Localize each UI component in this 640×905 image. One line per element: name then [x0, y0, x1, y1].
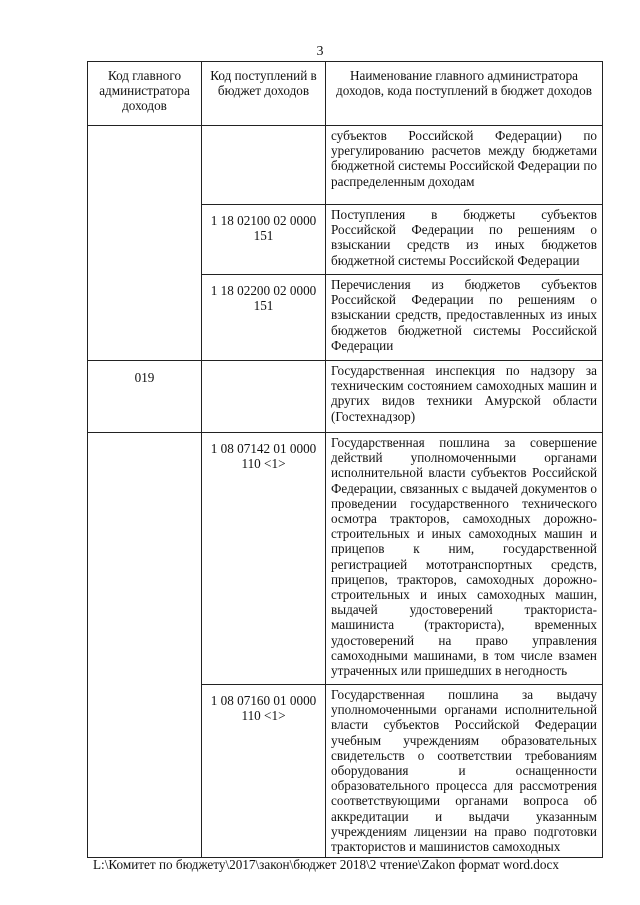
footer-file-path: L:\Комитет по бюджету\2017\закон\бюджет 2018\2 чтение\Zakon формат word.docx	[93, 857, 559, 872]
name-cell: Перечисления из бюджетов субъектов Российской Федерации по решениям о взыскании средств, предоставленных из иных бюджетов бюджетной системы Российской Федерации	[326, 275, 603, 361]
name-cell: Государственная пошлина за выдачу уполномоченными органами исполнительной власти субъектов Российской Федерации учебным учреждениям образовательных свидетельств о соответствии требованиям оборудования и оснащенности образовательного процесса для рассмотрения соответствующими органами вопроса об аккредитации и выдачи указанным учреждениям лицензии на право подготовки трактористов и машинистов самоходных	[326, 685, 603, 858]
revenue-code-cell: 1 08 07142 01 0000 110 <1>	[202, 433, 326, 685]
header-name: Наименование главного администратора доходов, кода поступлений в бюджет доходов	[326, 62, 603, 126]
revenue-code-cell: 1 08 07160 01 0000 110 <1>	[202, 685, 326, 858]
page-number: 3	[316, 44, 324, 59]
header-admin-code: Код главного администратора доходов	[88, 62, 202, 126]
table-row	[88, 433, 603, 685]
name-cell: Государственная инспекция по надзору за техническим состоянием самоходных машин и других видов техники Амурской области (Гостехнадзор)	[326, 361, 603, 433]
revenue-table	[87, 61, 603, 858]
name-cell: Государственная пошлина за совершение действий уполномоченными органами исполнительной власти субъектов Российской Федерации, связанных с выдачей документов о проведении государственного технического осмотра тракторов, самоходных дорожно-строительных и иных самоходных машин и прицепов к ним, государственной регистрацией мототранспортных средств, прицепов, тракторов, самоходных дорожно-строительных и иных самоходных машин, выдачей удостоверений тракториста-машиниста (тракториста), временных удостоверений на право управления самоходными машинами, в том числе взамен утраченных или пришедших в негодность	[326, 433, 603, 685]
admin-code-cell	[88, 126, 202, 361]
revenue-code-cell	[202, 126, 326, 205]
admin-code-cell: 019	[88, 361, 202, 433]
table-row	[88, 126, 603, 205]
header-revenue-code: Код поступлений в бюджет доходов	[202, 62, 326, 126]
table-header-row	[88, 62, 603, 126]
revenue-code-cell	[202, 361, 326, 433]
revenue-code-cell: 1 18 02100 02 0000 151	[202, 205, 326, 275]
table-row	[88, 361, 603, 433]
name-cell: Поступления в бюджеты субъектов Российской Федерации по решениям о взыскании средств из иных бюджетов бюджетной системы Российской Федерации	[326, 205, 603, 275]
admin-code-cell	[88, 433, 202, 858]
revenue-code-cell: 1 18 02200 02 0000 151	[202, 275, 326, 361]
name-cell: субъектов Российской Федерации) по урегулированию расчетов между бюджетами бюджетной системы Российской Федерации по распределенным доходам	[326, 126, 603, 205]
